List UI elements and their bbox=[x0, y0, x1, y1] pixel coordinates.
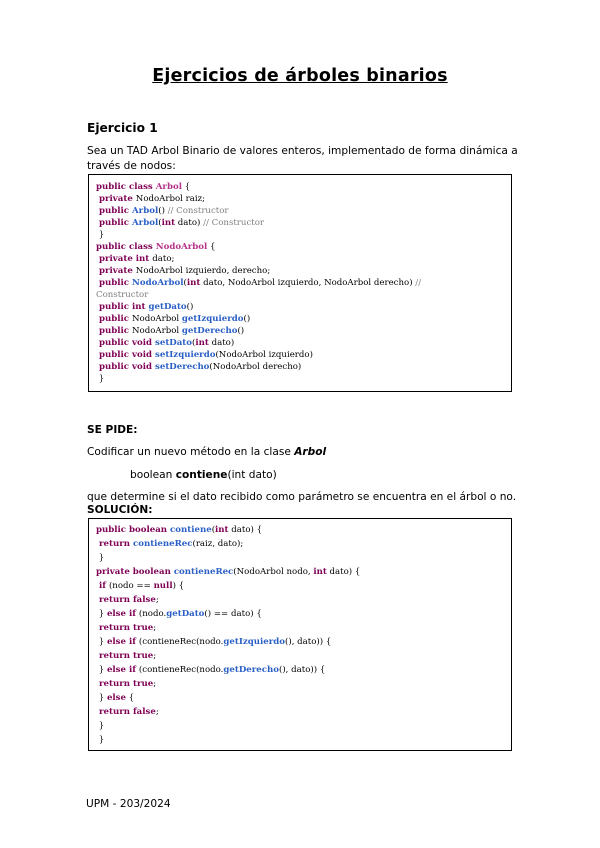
code-line: Constructor bbox=[96, 290, 149, 300]
exercise-heading: Ejercicio 1 bbox=[87, 121, 158, 135]
code-line: if (nodo == null) { bbox=[96, 581, 185, 591]
footer-text: UPM - 203/2024 bbox=[86, 798, 171, 810]
code-line: } else if (contieneRec(nodo.getIzquierdo(), dato)) { bbox=[96, 637, 332, 647]
class-code-box bbox=[88, 174, 512, 392]
code-line: } bbox=[96, 374, 105, 384]
code-line: public NodoArbol getIzquierdo() bbox=[96, 314, 251, 324]
code-line: } else { bbox=[96, 693, 135, 703]
code-line: public class NodoArbol { bbox=[96, 242, 216, 252]
code-line: public void setIzquierdo(NodoArbol izquierdo) bbox=[96, 350, 313, 360]
code-line: return false; bbox=[96, 595, 159, 605]
code-line: public class Arbol { bbox=[96, 182, 191, 192]
code-line: private NodoArbol raiz; bbox=[96, 194, 206, 204]
code-line: public Arbol() // Constructor bbox=[96, 206, 229, 216]
document-title: Ejercicios de árboles binarios bbox=[152, 66, 448, 86]
intro-line-2: través de nodos: bbox=[87, 160, 176, 172]
code-line: return false; bbox=[96, 707, 159, 717]
intro-line-1: Sea un TAD Arbol Binario de valores enteros, implementado de forma dinámica a bbox=[87, 145, 518, 157]
solution-code-box bbox=[88, 518, 512, 751]
code-line: public Arbol(int dato) // Constructor bbox=[96, 218, 265, 228]
code-line: public NodoArbol(int dato, NodoArbol izquierdo, NodoArbol derecho) // bbox=[96, 278, 422, 288]
code-line: return true; bbox=[96, 623, 157, 633]
code-line: private NodoArbol izquierdo, derecho; bbox=[96, 266, 271, 276]
task-text: Codificar un nuevo método en la clase Arbol bbox=[87, 446, 327, 458]
solucion-heading: SOLUCIÓN: bbox=[87, 504, 153, 516]
code-line: } bbox=[96, 553, 105, 563]
code-line: } else if (contieneRec(nodo.getDerecho(), dato)) { bbox=[96, 665, 326, 675]
code-line: public boolean contiene(int dato) { bbox=[96, 525, 263, 535]
code-line: public NodoArbol getDerecho() bbox=[96, 326, 245, 336]
code-line: } bbox=[96, 735, 105, 745]
code-line: return true; bbox=[96, 651, 157, 661]
code-line: public void setDerecho(NodoArbol derecho) bbox=[96, 362, 302, 372]
code-line: return contieneRec(raiz, dato); bbox=[96, 539, 244, 549]
code-line: } bbox=[96, 230, 105, 240]
method-signature: boolean contiene(int dato) bbox=[130, 469, 277, 481]
code-line: } bbox=[96, 721, 105, 731]
se-pide-heading: SE PIDE: bbox=[87, 424, 138, 436]
code-line: private boolean contieneRec(NodoArbol nodo, int dato) { bbox=[96, 567, 361, 577]
code-line: } else if (nodo.getDato() == dato) { bbox=[96, 609, 262, 619]
code-line: public int getDato() bbox=[96, 302, 194, 312]
code-line: public void setDato(int dato) bbox=[96, 338, 235, 348]
code-line: private int dato; bbox=[96, 254, 175, 264]
code-line: return true; bbox=[96, 679, 157, 689]
determine-text: que determine si el dato recibido como parámetro se encuentra en el árbol o no. bbox=[87, 491, 517, 503]
